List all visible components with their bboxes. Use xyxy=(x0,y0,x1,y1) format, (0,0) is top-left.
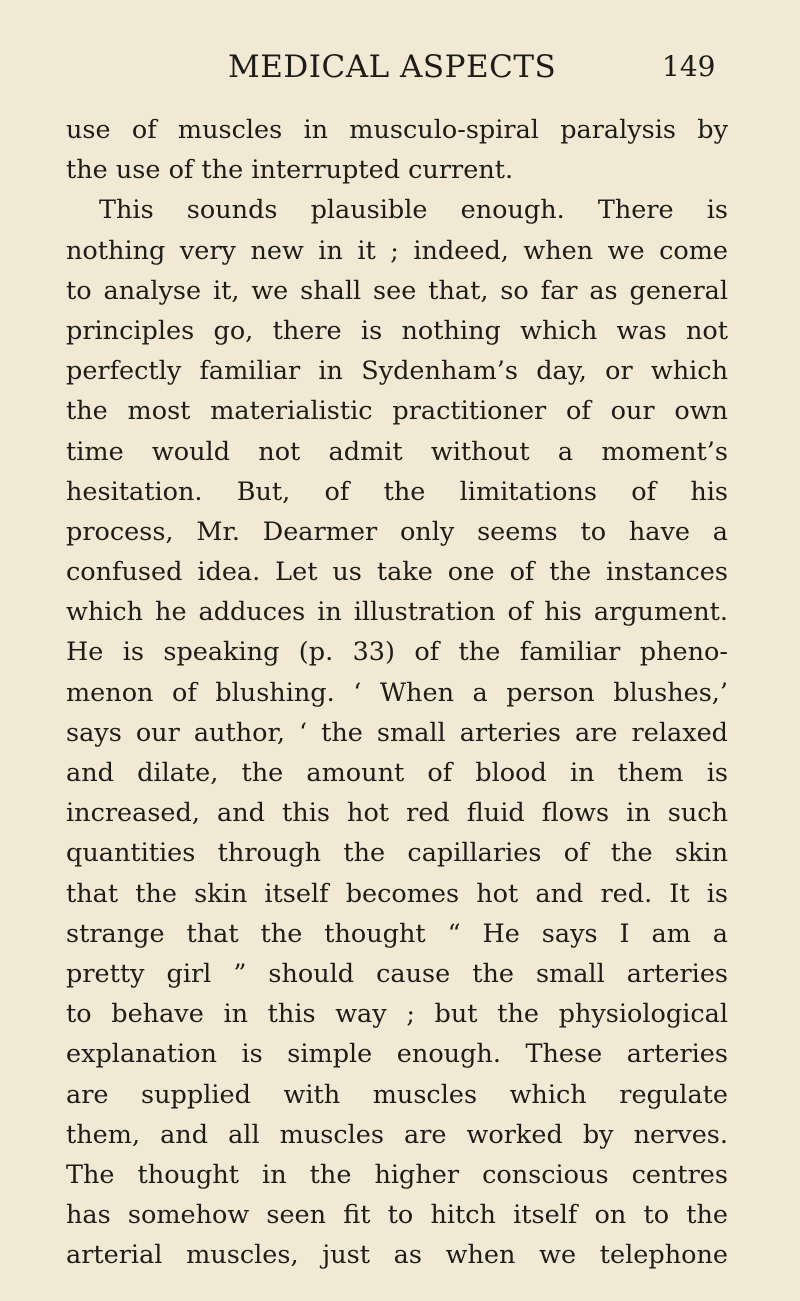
text-line: pretty girl ” should cause the small arteries xyxy=(66,958,728,989)
text-line: He is speaking (p. 33) of the familiar pheno- xyxy=(66,637,728,668)
text-line: menon of blushing. ‘ When a person blushes,’ xyxy=(66,677,728,708)
text-line: This sounds plausible enough. There is xyxy=(99,195,728,226)
text-line: nothing very new in it ; indeed, when we come xyxy=(66,235,728,266)
text-line: use of muscles in musculo-spiral paralysis by xyxy=(66,115,728,145)
text-line: the most materialistic practitioner of our own xyxy=(66,396,728,427)
text-line: principles go, there is nothing which was not xyxy=(66,315,728,346)
page-number: 149 xyxy=(662,50,716,83)
text-line: confused idea. Let us take one of the instances xyxy=(66,557,728,588)
running-title: MEDICAL ASPECTS xyxy=(228,49,557,85)
text-line: to behave in this way ; but the physiological xyxy=(66,999,728,1030)
text-line: which he adduces in illustration of his argument. xyxy=(66,597,728,628)
text-line: the use of the interrupted current. xyxy=(66,155,514,186)
text-line: perfectly familiar in Sydenham’s day, or which xyxy=(66,356,728,387)
text-line: process, Mr. Dearmer only seems to have a xyxy=(66,516,728,547)
text-line: to analyse it, we shall see that, so far as general xyxy=(66,275,728,306)
page-header xyxy=(0,44,800,90)
text-line: says our author, ‘ the small arteries are relaxed xyxy=(66,717,728,748)
text-line: are supplied with muscles which regulate xyxy=(66,1079,728,1110)
text-line: explanation is simple enough. These arteries xyxy=(66,1039,728,1070)
text-line: has somehow seen fit to hitch itself on to the xyxy=(66,1200,728,1231)
text-line: that the skin itself becomes hot and red. It is xyxy=(66,878,728,909)
text-line: time would not admit without a moment’s xyxy=(66,436,728,467)
text-line: The thought in the higher conscious centres xyxy=(66,1159,728,1190)
text-line: and dilate, the amount of blood in them is xyxy=(66,758,728,788)
text-line: quantities through the capillaries of the skin xyxy=(66,838,728,869)
text-line: increased, and this hot red fluid flows in such xyxy=(66,798,728,829)
text-line: hesitation. But, of the limitations of his xyxy=(66,476,728,507)
body-text xyxy=(66,110,728,1275)
text-line: them, and all muscles are worked by nerves. xyxy=(66,1119,728,1150)
text-line: arterial muscles, just as when we telephone xyxy=(66,1240,728,1271)
text-line: strange that the thought “ He says I am a xyxy=(66,918,728,949)
